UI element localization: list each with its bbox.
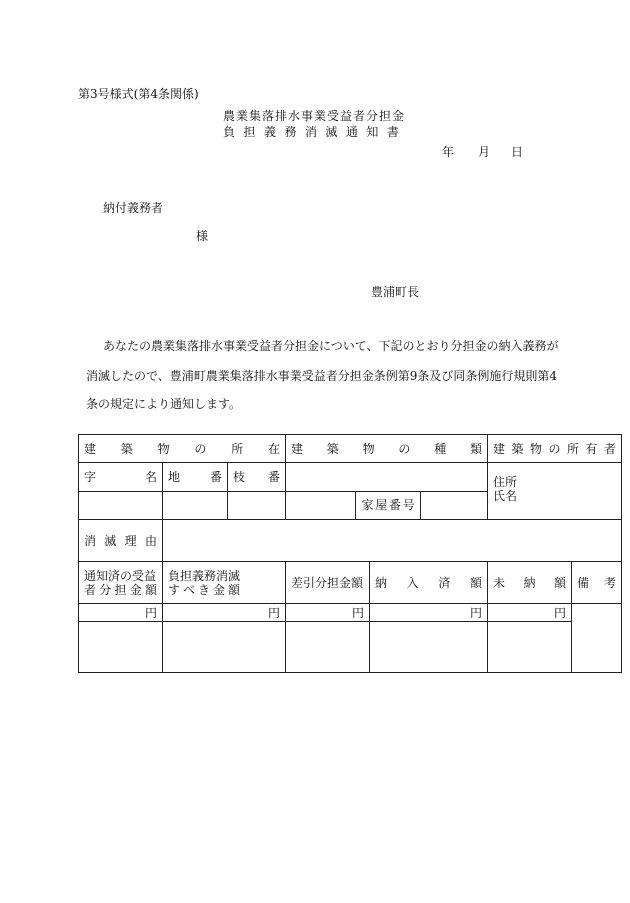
owner-address-label: 住所 bbox=[493, 475, 518, 489]
header-aza-name: 字 名 bbox=[79, 463, 163, 492]
header-building-type: 建 築 物 の 種 類 bbox=[286, 435, 488, 463]
edaban-value bbox=[228, 492, 286, 520]
building-type-value bbox=[286, 463, 487, 491]
header-edaban: 枝 番 bbox=[228, 463, 286, 492]
details-table bbox=[78, 434, 622, 673]
issuer: 豊浦町長 bbox=[371, 285, 420, 299]
unpaid-amount-unit: 円 bbox=[488, 604, 572, 622]
header-building-location: 建 築 物 の 所 在 bbox=[79, 435, 286, 463]
building-type-subgrid bbox=[286, 463, 487, 519]
chiban-value bbox=[163, 492, 228, 520]
date-month: 月 bbox=[478, 145, 491, 159]
difference-amount-unit: 円 bbox=[286, 604, 370, 622]
header-unpaid-amount: 未 納 額 bbox=[488, 562, 572, 604]
date-year: 年 bbox=[442, 145, 455, 159]
building-type-blank bbox=[286, 491, 356, 519]
addressee-label: 納付義務者 bbox=[103, 201, 164, 215]
difference-amount-value bbox=[286, 622, 370, 673]
body-line-3: 条の規定により通知します。 bbox=[86, 397, 242, 411]
header-notified-amount: 通知済の受益 者 分 担 金 額 bbox=[79, 562, 163, 604]
amount-to-extinguish-unit: 円 bbox=[163, 604, 286, 622]
house-number-value bbox=[420, 491, 487, 519]
header-paid-amount: 納 入 済 額 bbox=[370, 562, 488, 604]
header-amount-to-extinguish: 負担義務消滅 す べ き 金 額 bbox=[163, 562, 286, 604]
paid-amount-unit: 円 bbox=[370, 604, 488, 622]
document-title-line1: 農業集落排水事業受益者分担金 bbox=[223, 109, 406, 123]
paid-amount-value bbox=[370, 622, 488, 673]
header-difference-amount: 差引分担金額 bbox=[286, 562, 370, 604]
notified-amount-unit: 円 bbox=[79, 604, 163, 622]
body-line-2: 消滅したので、豊浦町農業集落排水事業受益者分担金条例第9条及び同条例施行規則第4 bbox=[86, 369, 558, 383]
notified-amount-value bbox=[79, 622, 163, 673]
owner-cell bbox=[488, 463, 622, 520]
unpaid-amount-value bbox=[488, 622, 572, 673]
header-remarks: 備 考 bbox=[572, 562, 622, 604]
addressee-honorific: 様 bbox=[196, 229, 209, 243]
date-day: 日 bbox=[511, 145, 524, 159]
header-building-owner: 建 築 物 の 所 有 者 bbox=[488, 435, 622, 463]
body-line-1: あなたの農業集落排水事業受益者分担金について、下記のとおり分担金の納入義務が bbox=[103, 339, 559, 353]
building-type-cell bbox=[286, 463, 488, 520]
header-chiban: 地 番 bbox=[163, 463, 228, 492]
owner-name-label: 氏名 bbox=[493, 489, 518, 503]
remarks-value bbox=[572, 604, 622, 673]
label-house-number: 家 屋 番 号 bbox=[356, 491, 420, 519]
aza-name-value bbox=[79, 492, 163, 520]
amount-to-extinguish-value bbox=[163, 622, 286, 673]
label-reason: 消 滅 理 由 bbox=[79, 520, 163, 562]
reason-value bbox=[163, 520, 622, 562]
document-title-line2: 負 担 義 務 消 滅 通 知 書 bbox=[223, 125, 399, 139]
form-number: 第3号様式(第4条関係) bbox=[78, 87, 199, 101]
